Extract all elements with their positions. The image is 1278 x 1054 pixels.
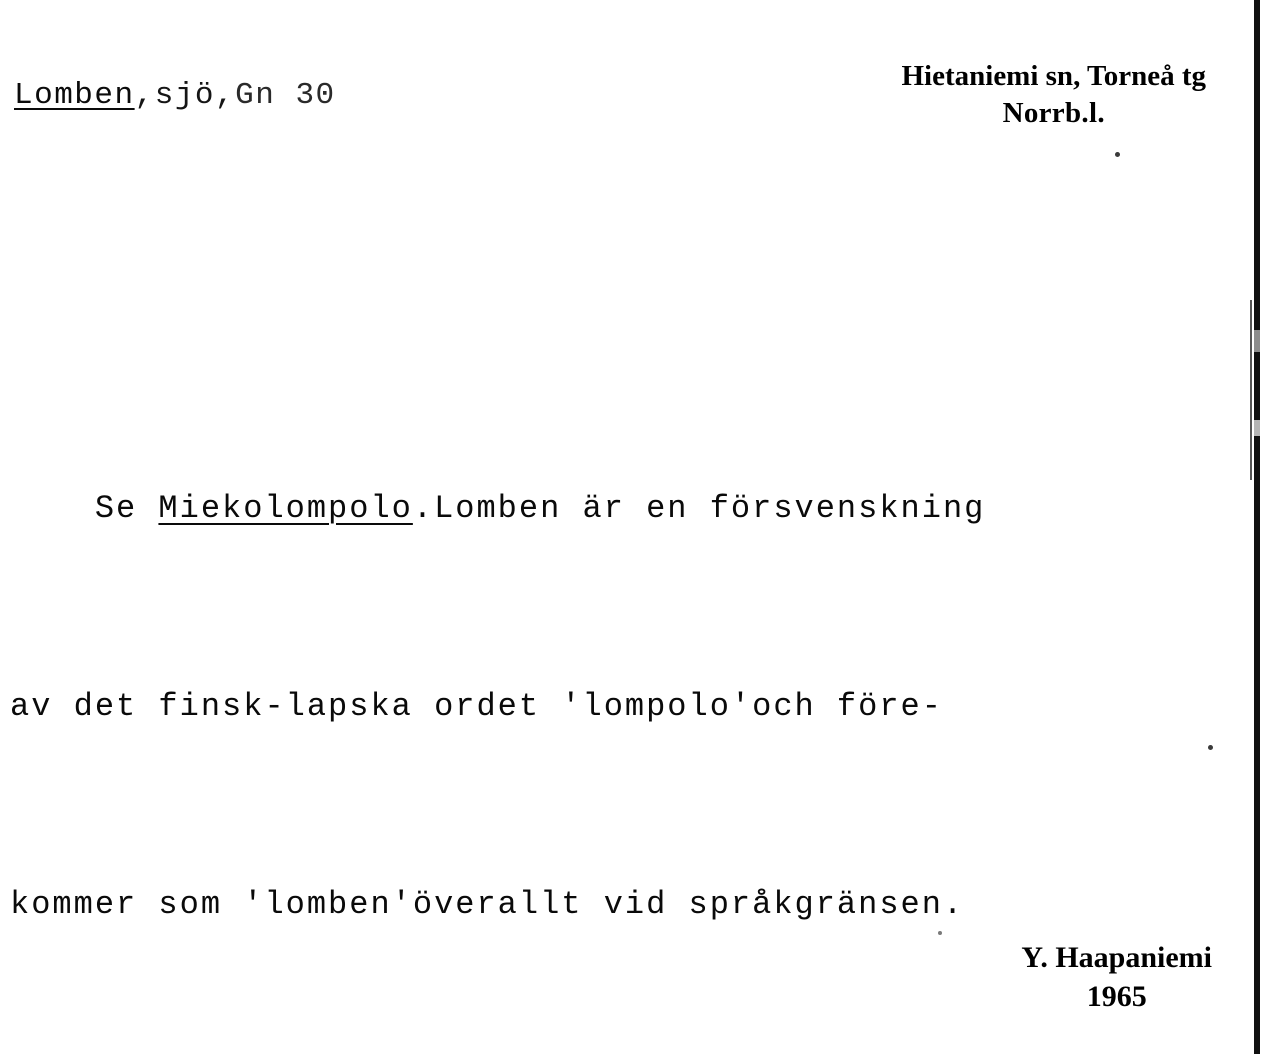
body-line-1-rest: .Lomben är en försvenskning — [412, 490, 986, 527]
scan-speck — [1115, 152, 1120, 157]
body-line-1-prefix: Se — [10, 490, 159, 527]
signature-author: Y. Haapaniemi — [1021, 941, 1212, 974]
body-line-1 — [10, 476, 1240, 542]
card-right-edge-artifact — [1254, 0, 1260, 1054]
cross-reference-link: Miekolompolo — [158, 490, 413, 527]
headword-reference: Gn 30 — [235, 78, 336, 113]
parish-line-2: Norrb.l. — [1002, 97, 1105, 130]
parish-line-1: Hietaniemi sn, Torneå tg — [901, 60, 1206, 92]
headword-suffix: ,sjö, — [134, 78, 236, 113]
headword: Lomben — [14, 78, 135, 113]
headword-line — [14, 78, 336, 113]
body-line-2: av det finsk-lapska ordet ′lompolo′och före- — [10, 688, 943, 725]
signature-year: 1965 — [1086, 980, 1147, 1013]
body-line-3: kommer som ′lomben′överallt vid språkgränsen. — [10, 886, 965, 923]
card-right-edge-shadow — [1250, 0, 1252, 1054]
parish-block — [901, 58, 1206, 132]
signature-block — [1021, 938, 1212, 1016]
